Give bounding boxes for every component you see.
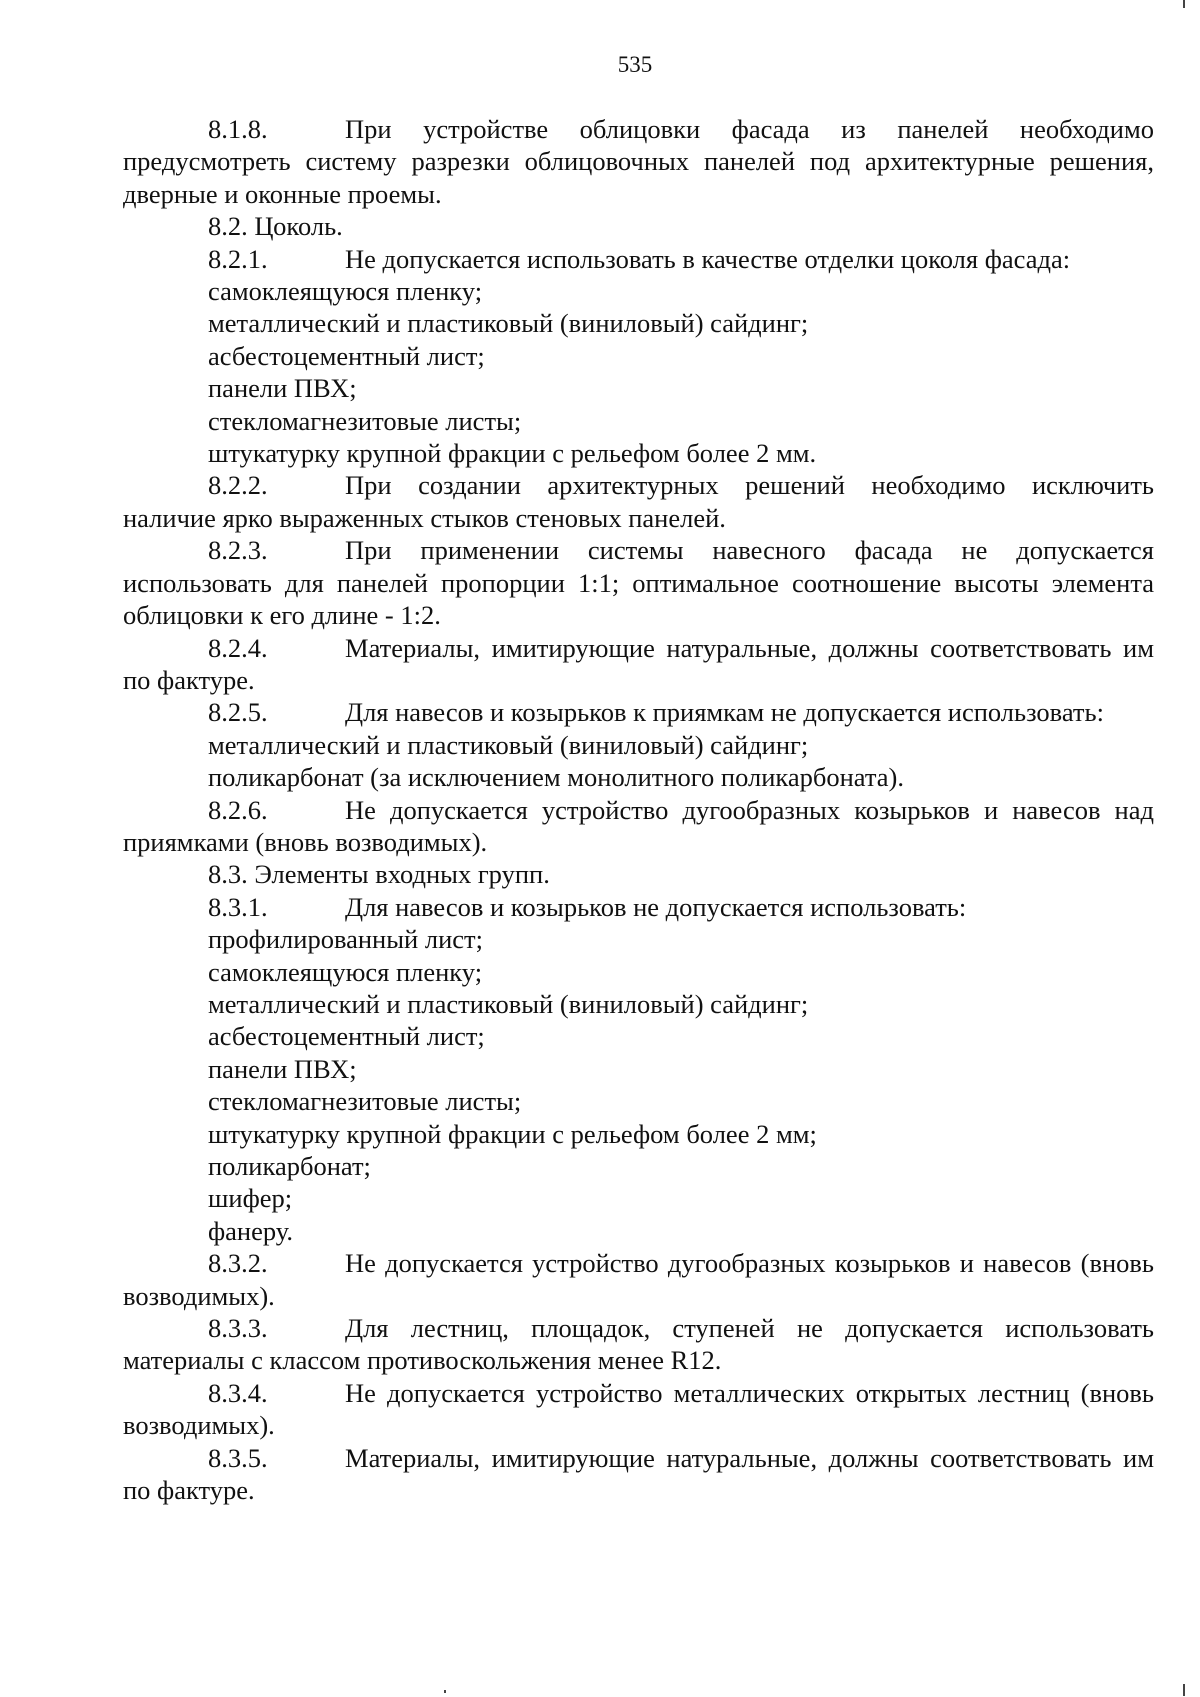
clause-text: При устройстве облицовки фасада из панелей необходимо предусмотреть систему разрезки облицовочных панелей под архитектурные решения, дверные и оконные проемы. <box>123 114 1154 209</box>
clause-text: Для навесов и козырьков не допускается использовать: <box>345 891 967 922</box>
scan-mark <box>1183 1684 1185 1696</box>
clause-text: Не допускается устройство металлических открытых лестниц (вновь возводимых). <box>123 1377 1154 1441</box>
list-item: профилированный лист; <box>208 924 483 955</box>
list-item: панели ПВХ; <box>208 1053 357 1084</box>
page-number: 535 <box>617 52 653 77</box>
paragraph <box>123 794 1154 859</box>
clause-text: Для навесов и козырьков к приямкам не допускается использовать: <box>345 697 1104 728</box>
clause-number: 8.2.2. <box>208 470 268 501</box>
list-item: штукатурку крупной фракции с рельефом более 2 мм; <box>208 1118 817 1149</box>
scan-mark <box>444 1690 446 1693</box>
list-item: панели ПВХ; <box>208 373 357 404</box>
section-heading: 8.3. Элементы входных групп. <box>208 859 550 890</box>
clause-number: 8.1.8. <box>208 114 268 144</box>
list-item: асбестоцементный лист; <box>208 340 485 371</box>
clause-text: Не допускается устройство дугообразных козырьков и навесов над приямками (вновь возводимых). <box>123 794 1154 857</box>
clause-number: 8.3.3. <box>208 1313 268 1344</box>
list-item: шифер; <box>208 1183 293 1214</box>
clause-text: Не допускается устройство дугообразных козырьков и навесов (вновь возводимых). <box>123 1248 1154 1311</box>
list-item: металлический и пластиковый (виниловый) сайдинг; <box>208 308 809 339</box>
paragraph <box>123 243 1154 275</box>
list-item: самоклеящуюся пленку; <box>208 276 483 307</box>
paragraph <box>123 469 1154 534</box>
clause-text: Не допускается использовать в качестве отделки цоколя фасада: <box>345 243 1071 274</box>
list-item: поликарбонат; <box>208 1151 371 1181</box>
list-item: поликарбонат (за исключением монолитного поликарбоната). <box>208 762 904 793</box>
scan-mark <box>1183 0 1185 8</box>
clause-text: При применении системы навесного фасада не допускается использовать для панелей пропорции 1:1; оптимальное соотношение высоты элемента облицовки к его длине - 1:2. <box>123 535 1154 631</box>
list-item: металлический и пластиковый (виниловый) сайдинг; <box>208 729 809 760</box>
list-item: штукатурку крупной фракции с рельефом более 2 мм. <box>208 438 817 469</box>
list-item: фанеру. <box>208 1215 293 1246</box>
list-item: асбестоцементный лист; <box>208 1021 485 1052</box>
clause-text: Материалы, имитирующие натуральные, должны соответствовать им по фактуре. <box>123 632 1154 695</box>
clause-text: Для лестниц, площадок, ступеней не допускается использовать материалы с классом противоскольжения менее R12. <box>123 1313 1154 1376</box>
list-item: металлический и пластиковый (виниловый) сайдинг; <box>208 988 809 1019</box>
paragraph <box>123 534 1154 631</box>
list-item: стекломагнезитовые листы; <box>208 405 522 436</box>
paragraph <box>123 696 1154 728</box>
clause-number: 8.3.2. <box>208 1248 268 1279</box>
clause-number: 8.2.6. <box>208 794 268 825</box>
clause-number: 8.2.4. <box>208 632 268 663</box>
document-body <box>123 113 1154 1506</box>
clause-number: 8.3.5. <box>208 1442 268 1473</box>
clause-number: 8.2.3. <box>208 535 268 566</box>
clause-number: 8.3.4. <box>208 1377 268 1408</box>
paragraph <box>123 891 1154 923</box>
section-heading: 8.2. Цоколь. <box>208 211 343 242</box>
paragraph <box>123 1442 1154 1507</box>
clause-text: При создании архитектурных решений необходимо исключить наличие ярко выраженных стыков стеновых панелей. <box>123 470 1154 533</box>
paragraph <box>123 1312 1154 1377</box>
paragraph <box>123 1247 1154 1312</box>
clause-number: 8.2.1. <box>208 243 268 274</box>
clause-number: 8.3.1. <box>208 891 268 922</box>
paragraph <box>123 113 1154 210</box>
list-item: самоклеящуюся пленку; <box>208 956 483 987</box>
clause-text: Материалы, имитирующие натуральные, должны соответствовать им по фактуре. <box>123 1442 1154 1506</box>
paragraph <box>123 632 1154 697</box>
clause-number: 8.2.5. <box>208 697 268 728</box>
list-item: стекломагнезитовые листы; <box>208 1086 522 1117</box>
paragraph <box>123 1377 1154 1442</box>
